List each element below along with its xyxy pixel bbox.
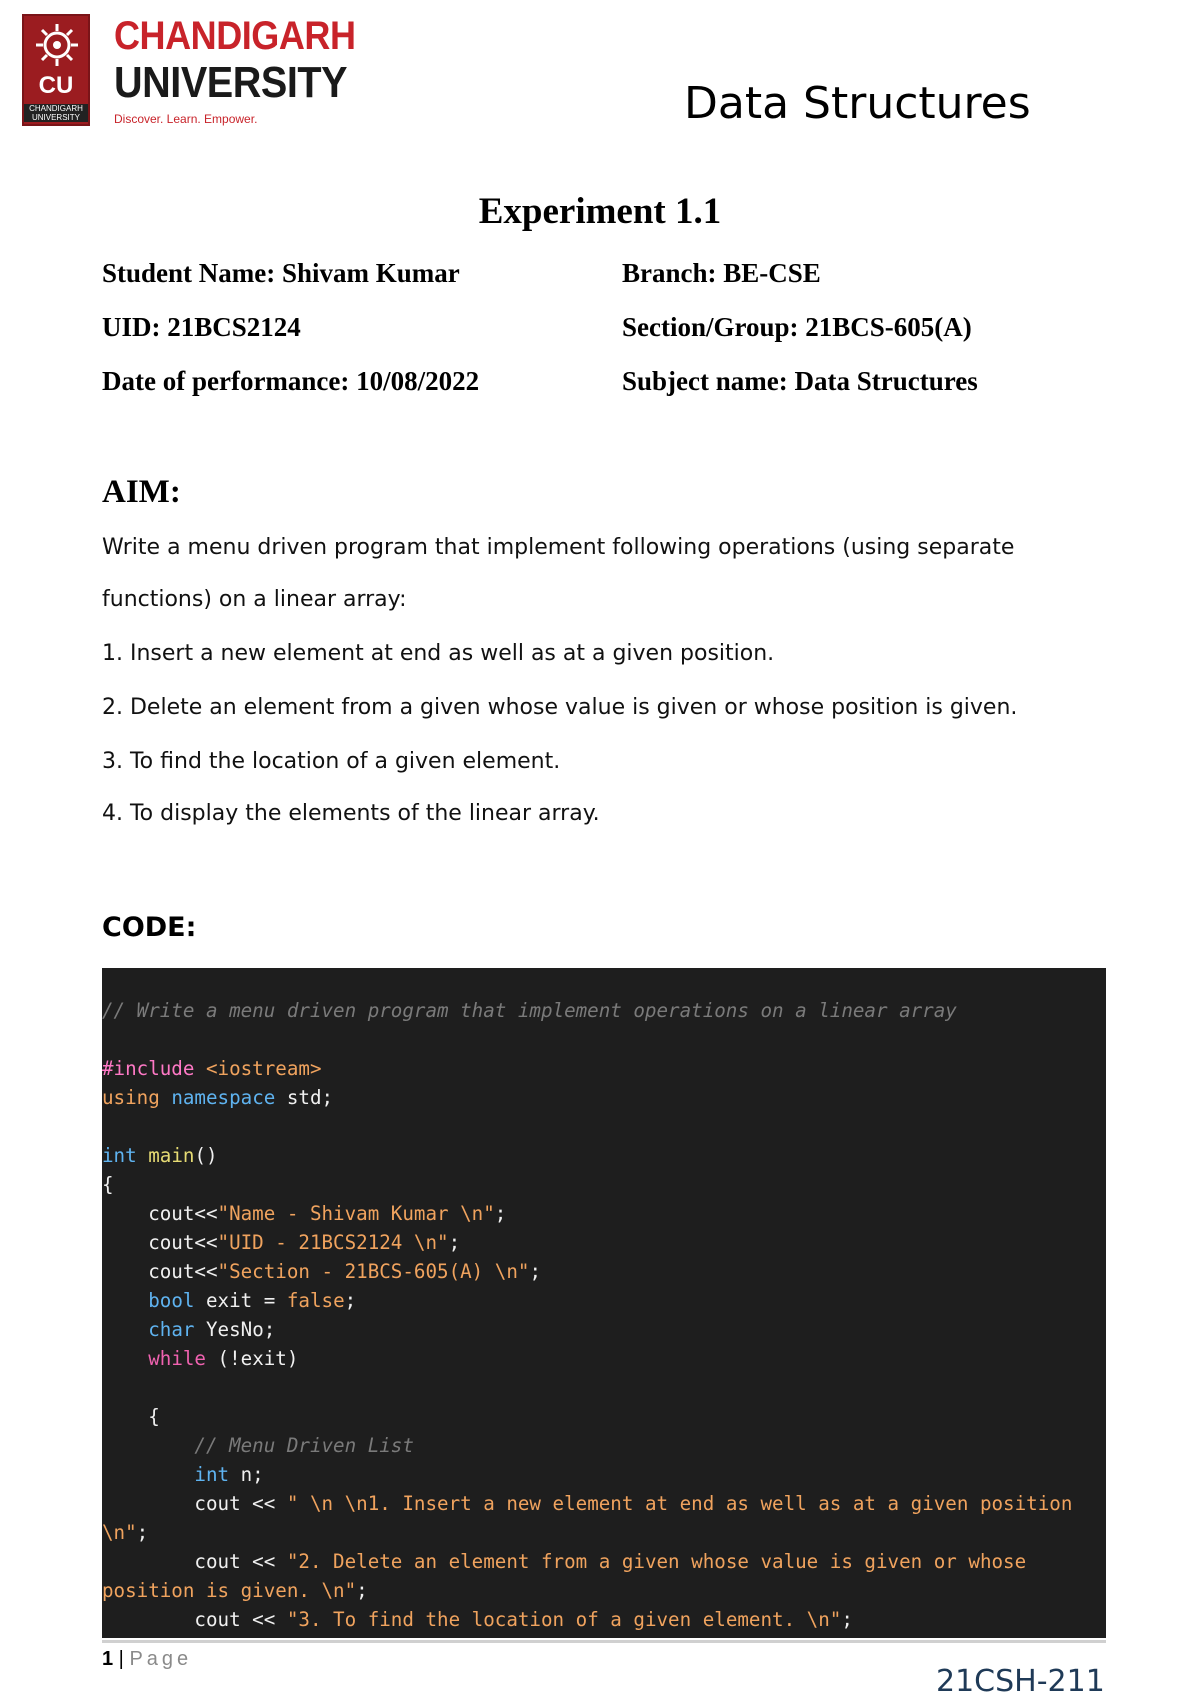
code-token: int — [102, 1144, 137, 1167]
date-of-performance: Date of performance: 10/08/2022 — [102, 366, 480, 396]
code-token: ; — [841, 1608, 853, 1631]
code-token: bool — [148, 1289, 195, 1312]
wheel-emblem-icon — [34, 22, 80, 68]
code-token: namespace — [171, 1086, 276, 1109]
code-token: cout << — [102, 1608, 287, 1631]
logo-line-1: CHANDIGARH — [114, 14, 356, 58]
code-token: (!exit) — [205, 1347, 299, 1370]
university-logo — [22, 14, 356, 132]
page-title: Experiment 1.1 — [478, 191, 722, 232]
code-token: "2. Delete an element from a given whose value is given or whose — [286, 1550, 1027, 1573]
code-token: ; — [494, 1202, 507, 1225]
code-token: n; — [229, 1463, 264, 1486]
logo-tagline: Discover. Learn. Empower. — [114, 112, 258, 126]
code-token: using — [102, 1086, 160, 1109]
emblem-text: CU — [38, 72, 74, 99]
code-token: #include — [102, 1057, 195, 1080]
code-token: ; — [344, 1289, 357, 1312]
aim-line: 3. To find the location of a given element. — [102, 749, 561, 774]
code-token: "UID - 21BCS2124 \n" — [217, 1231, 449, 1254]
code-comment: // Menu Driven List — [194, 1434, 414, 1457]
code-token: ; — [529, 1260, 541, 1283]
branch: Branch: BE-CSE — [622, 258, 821, 288]
code-token: cout<< — [102, 1260, 218, 1283]
code-token: cout<< — [102, 1202, 218, 1225]
aim-heading: AIM: — [102, 474, 181, 510]
student-name: Student Name: Shivam Kumar — [102, 258, 460, 288]
logo-line-2: UNIVERSITY — [114, 58, 348, 107]
code-token: "Name - Shivam Kumar \n" — [217, 1202, 495, 1225]
code-token: std; — [275, 1086, 334, 1109]
uid: UID: 21BCS2124 — [102, 312, 301, 342]
code-token: cout << — [102, 1492, 287, 1515]
code-token: { — [102, 1405, 160, 1428]
aim-line: Write a menu driven program that implement following operations (using separate — [102, 535, 1015, 560]
code-token: () — [194, 1144, 218, 1167]
code-token: "Section - 21BCS-605(A) \n" — [217, 1260, 530, 1283]
code-token: <iostream> — [194, 1057, 322, 1080]
code-token: main — [148, 1144, 195, 1167]
page-label: Page — [129, 1648, 193, 1670]
code-token: cout<< — [102, 1231, 218, 1254]
code-heading: CODE: — [102, 912, 197, 943]
university-emblem — [22, 14, 90, 126]
code-token: position is given. \n" — [102, 1579, 357, 1602]
code-block — [102, 968, 1106, 1638]
subject-name: Subject name: Data Structures — [622, 366, 978, 396]
code-token: char — [148, 1318, 195, 1341]
code-token: cout << — [102, 1550, 287, 1573]
aim-line: 4. To display the elements of the linear array. — [102, 801, 600, 826]
section-group: Section/Group: 21BCS-605(A) — [622, 312, 972, 342]
code-token: while — [148, 1347, 206, 1370]
code-token: ; — [136, 1521, 149, 1544]
course-code: 21CSH-211 — [936, 1664, 1105, 1699]
code-token: false — [286, 1289, 345, 1312]
page-number — [102, 1648, 192, 1671]
aim-line: 2. Delete an element from a given whose value is given or whose position is given. — [102, 695, 1018, 720]
code-token: ; — [356, 1579, 368, 1602]
code-token: "3. To find the location of a given element. \n" — [286, 1608, 842, 1631]
code-token: int — [194, 1463, 230, 1486]
footer-divider — [102, 1640, 1106, 1643]
header-subject: Data Structures — [684, 78, 1031, 129]
page-number-value: 1 — [102, 1648, 114, 1670]
code-token: exit = — [194, 1289, 287, 1312]
code-token: " \n \n1. Insert a new element at end as well as at a given position — [286, 1492, 1073, 1515]
code-token: ; — [448, 1231, 461, 1254]
aim-line: 1. Insert a new element at end as well as at a given position. — [102, 641, 775, 666]
aim-line: functions) on a linear array: — [102, 587, 407, 612]
code-token: YesNo; — [194, 1318, 276, 1341]
code-comment: // Write a menu driven program that implement operations on a linear array — [102, 999, 957, 1022]
emblem-caption: CHANDIGARH UNIVERSITY — [24, 104, 88, 122]
code-token: { — [102, 1173, 114, 1196]
code-token: \n" — [102, 1521, 137, 1544]
page-separator: | — [113, 1648, 130, 1670]
